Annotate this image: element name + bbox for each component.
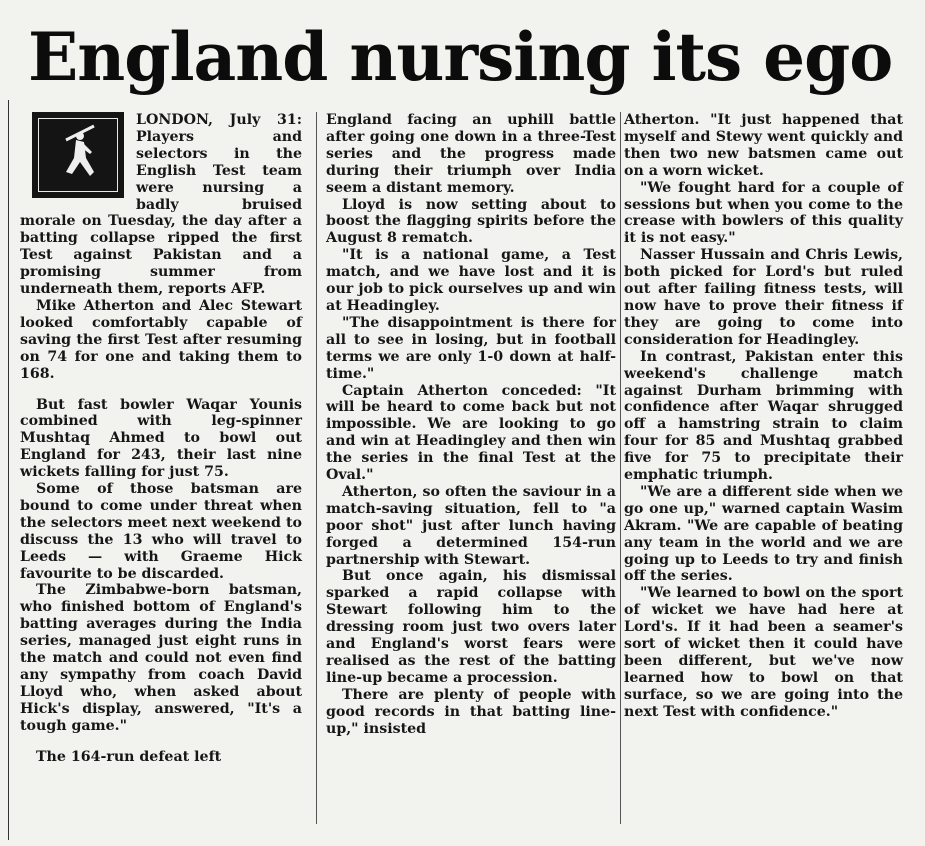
left-border — [8, 100, 9, 840]
paragraph: Mike Atherton and Alec Stewart looked comfortably capable of saving the first Test after resuming on 74 for one and taking them to 168. — [20, 297, 302, 382]
paragraph: "The disappointment is there for all to see in losing, but in football terms we are only 1-0 down at half-time." — [326, 314, 616, 382]
paragraph: "We are a different side when we go one up," warned captain Wasim Akram. "We are capable of beating any team in the world and we are going up to Leeds to try and finish off the series. — [624, 483, 903, 585]
paragraph: Lloyd is now setting about to boost the flagging spirits before the August 8 rematch. — [326, 196, 616, 247]
article-body — [20, 112, 905, 832]
paragraph: Some of those batsman are bound to come under threat when the selectors meet next weekend to discuss the 13 who will travel to Leeds — with Graeme Hick favourite to be discarded. — [20, 481, 302, 582]
paragraph: In contrast, Pakistan enter this weekend's challenge match against Durham brimming with confidence after Waqar shrugged off a hamstring strain to claim four for 85 and Mushtaq grabbed five for 75 to precipitate their emphatic triumph. — [624, 348, 903, 484]
column-rule — [620, 112, 621, 824]
article-column-1 — [20, 112, 302, 766]
paragraph: The 164-run defeat left — [36, 748, 222, 765]
paragraph: England facing an uphill battle after going one down in a three-Test series and the progress made during their triumph over India seem a distant memory. — [326, 112, 616, 196]
article-column-3 — [624, 112, 903, 721]
paragraph: But fast bowler Waqar Younis combined with leg-spinner Mushtaq Ahmed to bowl out England for 243, their last nine wickets falling for just 75. — [20, 396, 302, 481]
paragraph: "We fought hard for a couple of sessions but when you come to the crease with bowlers of this quality it is not easy." — [624, 179, 903, 247]
paragraph: "It is a national game, a Test match, and we have lost and it is our job to pick ourselves up and win at Headingley. — [326, 247, 616, 314]
paragraph: LONDON, July 31: Players and selectors in the English Test team were nursing a badly bruised morale on Tuesday, the day after a batting collapse ripped the first Test against Pakistan and a promising summer from underneath them, reports AFP. — [20, 112, 302, 298]
paragraph: Captain Atherton conceded: "It will be heard to come back but not impossible. We are looking to go and win at Headingley and then win the series in the final Test at the Oval." — [326, 382, 616, 484]
paragraph: Nasser Hussain and Chris Lewis, both picked for Lord's but ruled out after failing fitness tests, will now have to prove their fitness if they are going to come into consideration for Headingley. — [624, 247, 903, 348]
headline: England nursing its ego — [28, 18, 893, 96]
column-rule — [316, 112, 317, 824]
paragraph: There are plenty of people with good records in that batting line-up," insisted — [326, 686, 616, 737]
cricket-batsman-icon — [32, 112, 124, 198]
paragraph: The Zimbabwe-born batsman, who finished bottom of England's batting averages during the India series, managed just eight runs in the match and could not even find any sympathy from coach David Lloyd who, when asked about Hick's display, answered, "It's a tough game." — [20, 582, 302, 734]
paragraph: "We learned to bowl on the sport of wicket we have had here at Lord's. If it had been a seamer's sort of wicket then it could have been different, but we've now learned how to bowl on that surface, so we are going into the next Test with confidence." — [624, 585, 903, 720]
article-column-2 — [326, 112, 616, 738]
paragraph: Atherton. "It just happened that myself and Stewy went quickly and then two new batsmen came out on a worn wicket. — [624, 112, 903, 179]
paragraph: Atherton, so often the saviour in a match-saving situation, fell to "a poor shot" just after lunch having forged a determined 154-run partnership with Stewart. — [326, 483, 616, 568]
paragraph: But once again, his dismissal sparked a rapid collapse with Stewart following him to the dressing room just two overs later and England's worst fears were realised as the rest of the batting line-up became a procession. — [326, 568, 616, 686]
